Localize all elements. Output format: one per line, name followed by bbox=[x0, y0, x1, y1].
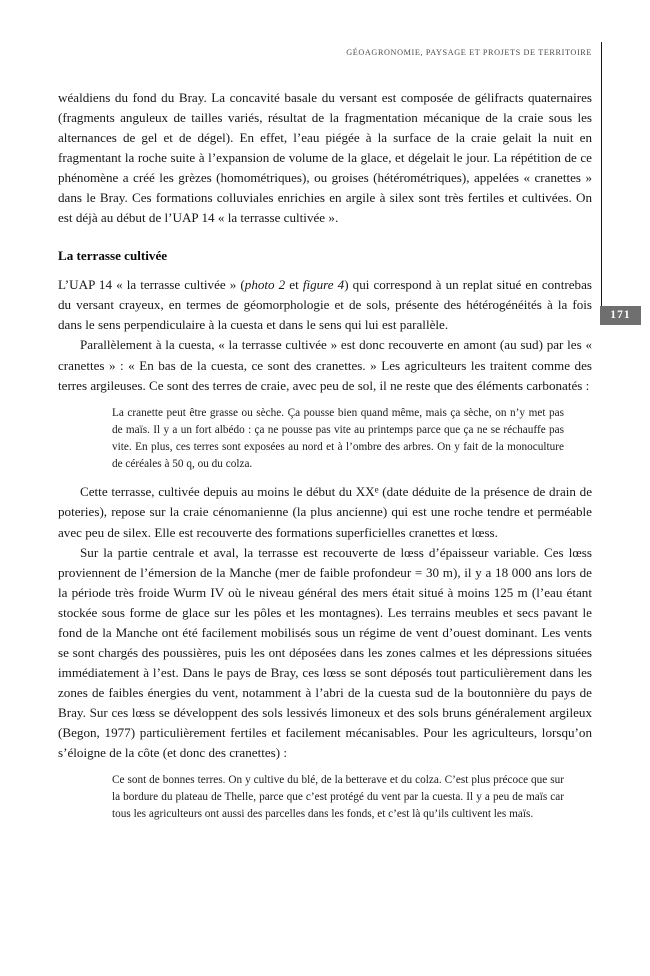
paragraph-text-segment: L’UAP 14 « la terrasse cultivée » ( bbox=[58, 277, 245, 293]
paragraph-terrasse-craie bbox=[58, 482, 592, 542]
interview-quote-cranette bbox=[112, 405, 564, 474]
paragraph-uap-definition bbox=[58, 275, 592, 335]
century-ordinal-suffix: e bbox=[374, 484, 379, 495]
reference-figure-4: figure 4 bbox=[302, 277, 345, 293]
paragraph-text-segment: (date déduite de la présence de drain de poteries), repose sur la craie cénomanienne (la plus ancienne) qui est une roche tendre et perméable avec peu de silex. Elle est recouverte des formations superficielles cranettes et lœss. bbox=[58, 484, 592, 540]
paragraph-text-segment: ) qui correspond à un replat situé en contrebas du versant crayeux, en termes de géomorphologie et de sols, présente des hétérogénéités à la fois dans le sens perpendiculaire à la cuesta et dans le sens qui lui est parallèle. bbox=[58, 277, 592, 333]
paragraph-loess: Sur la partie centrale et aval, la terrasse est recouverte de lœss d’épaisseur variable. Ces lœss proviennent de l’émersion de la Manche (mer de faible profondeur = 30 m), il y a 18 000 ans lors de la période très froide Wurm IV où le niveau général des mers était situé à moins 125 m (l’eau étant stockée sous forme de glace sur les pôles et les montagnes). Les terrains meubles et secs pavant le fond de la Manche ont été facilement mobilisés sous un régime de vent d’ouest dominant. Les vents se sont chargés des poussières, puis les ont déposées dans les zones calmes et les dépressions situées immédiatement à l’est. Dans le pays de Bray, ces lœss se sont déposés tout particulièrement dans les zones de faibles énergies du vent, notamment à l’abri de la cuesta sud de la boutonnière du pays de Bray. Sur ces lœss se développent des sols lessivés limoneux et des sols bruns généralement argileux (Begon, 1977) particulièrement fertiles et facilement mécanisables. Pour les agriculteurs, lorsqu’on s’éloigne de la côte (et donc des cranettes) : bbox=[58, 544, 592, 761]
paragraph-continuation: wéaldiens du fond du Bray. La concavité basale du versant est composée de gélifracts quaternaires (fragments anguleux de tailles variés, résultat de la fragmentation mécanique de la craie sous les alternances de gel et de dégel). En effet, l’eau piégée à la surface de la craie gelait la nuit en fragmentant la roche suite à l’expansion de volume de la glace, et dégelait le jour. La répétition de ce phénomène a créé les grèzes (homométriques), ou groises (hétérométriques), appelées « cranettes » dans le Bray. Ces formations colluviales enrichies en argile à silex sont très fertiles et cultivées. On est déjà au début de l’UAP 14 « la terrasse cultivée ». bbox=[58, 90, 592, 226]
running-head: GÉOAGRONOMIE, PAYSAGE ET PROJETS DE TERRITOIRE bbox=[346, 48, 592, 57]
century-numeral: XX bbox=[355, 484, 375, 500]
paragraph-text-segment: et bbox=[285, 277, 303, 293]
page-edge-rule bbox=[601, 42, 602, 324]
reference-photo-2: photo 2 bbox=[244, 277, 286, 293]
body-text-column bbox=[58, 88, 592, 833]
page-number-badge bbox=[600, 306, 641, 325]
quote-text: Ce sont de bonnes terres. On y cultive du blé, de la betterave et du colza. C’est plus précoce que sur la bordure du plateau de Thelle, parce que c’est protégé du vent par la cuesta. Il y a peu de maïs car tous les agriculteurs ont aussi des parcelles dans les fonds, et c’est là qu’ils cultivent les maïs. bbox=[112, 774, 564, 821]
paragraph-cranettes: Parallèlement à la cuesta, « la terrasse cultivée » est donc recouverte en amont (au sud) par les « cranettes » : « En bas de la cuesta, ce sont des cranettes. » Les agriculteurs les traitent comme des terres argileuses. Ce sont des terres de craie, avec peu de sol, il ne reste que des éléments carbonatés : bbox=[58, 337, 592, 393]
section-heading: La terrasse cultivée bbox=[58, 248, 168, 264]
interview-quote-bonnes-terres bbox=[112, 772, 564, 824]
page-number-label: 171 bbox=[610, 308, 631, 321]
paragraph-text-segment: Cette terrasse, cultivée depuis au moins le début du bbox=[80, 484, 356, 500]
quote-text: La cranette peut être grasse ou sèche. Ça pousse bien quand même, mais ça sèche, on n’y met pas de maïs. Il y a un fort albédo : ça ne pousse pas vite au printemps parce que ça ne se réchauffe pas vite. En plus, ces terres sont exposées au nord et à l’ombre des arbres. On y fait de la monoculture de céréales à 50 q, ou du colza. bbox=[112, 406, 564, 471]
